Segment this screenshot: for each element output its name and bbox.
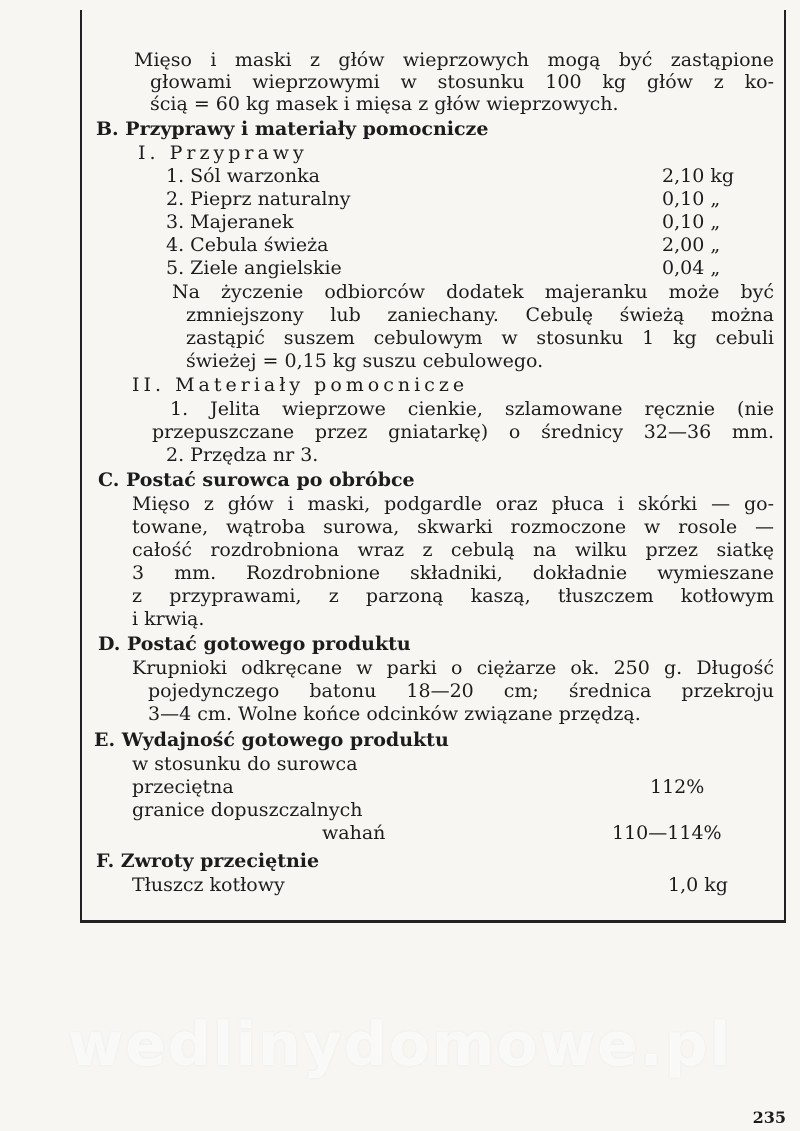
page-number: 235 <box>752 1108 786 1127</box>
section-f-title: F. Zwroty przeciętnie <box>96 850 320 872</box>
spice-label-3: 3. Majeranek <box>166 211 294 233</box>
section-e-line-1: w stosunku do surowca <box>132 753 358 775</box>
section-c-line-2: towane, wątroba surowa, skwarki rozmoczone w rosole — <box>132 516 774 538</box>
section-c-line-6: i krwią. <box>132 608 205 630</box>
range-value: 110—114% <box>612 822 722 844</box>
spice-value-3: 0,10 „ <box>662 211 721 233</box>
intro-line-2: głowami wieprzowymi w stosunku 100 kg głów z ko- <box>150 71 774 93</box>
intro-line-1: Mięso i maski z głów wieprzowych mogą być zastąpione <box>134 49 774 71</box>
section-e-title: E. Wydajność gotowego produktu <box>94 729 449 751</box>
spice-label-1: 1. Sól warzonka <box>166 165 320 187</box>
page-frame <box>80 10 786 923</box>
section-c-line-1: Mięso z głów i maski, podgardle oraz płuca i skórki — go- <box>132 493 774 515</box>
average-label: przeciętna <box>132 776 234 798</box>
section-d-line-2: pojedynczego batonu 18—20 cm; średnica przekroju <box>148 680 774 702</box>
section-b-sub-i: I. Przyprawy <box>138 142 308 164</box>
section-c-line-5: z przyprawami, z parzoną kaszą, tłuszczem kotłowym <box>132 585 774 607</box>
section-d-line-1: Krupnioki odkręcane w parki o ciężarze ok. 250 g. Długość <box>132 657 774 679</box>
section-c-line-4: 3 mm. Rozdrobnione składniki, dokładnie wymieszane <box>132 562 774 584</box>
spice-value-5: 0,04 „ <box>662 257 721 279</box>
note-line-1: Na życzenie odbiorców dodatek majeranku może być <box>172 281 774 303</box>
intro-line-3: ścią = 60 kg masek i mięsa z głów wieprzowych. <box>150 93 619 115</box>
returns-label: Tłuszcz kotłowy <box>132 874 285 896</box>
spice-value-1: 2,10 kg <box>662 165 735 187</box>
spice-label-2: 2. Pieprz naturalny <box>166 188 351 210</box>
average-value: 112% <box>650 776 705 798</box>
note-line-4: świeżej = 0,15 kg suszu cebulowego. <box>186 350 544 372</box>
section-d-title: D. Postać gotowego produktu <box>98 633 411 655</box>
material-line-1: 1. Jelita wieprzowe cienkie, szlamowane ręcznie (nie <box>170 398 774 420</box>
spice-label-5: 5. Ziele angielskie <box>166 257 342 279</box>
watermark-text: wedlinydomowe.pl <box>67 1010 733 1080</box>
spice-value-2: 0,10 „ <box>662 188 721 210</box>
range-label-1: granice dopuszczalnych <box>132 799 363 821</box>
range-label-2: wahań <box>322 822 386 844</box>
returns-value: 1,0 kg <box>668 874 728 896</box>
section-b-sub-ii: II. Materiały pomocnicze <box>132 374 469 396</box>
note-line-3: zastąpić suszem cebulowym w stosunku 1 kg cebuli <box>186 327 774 349</box>
section-c-title: C. Postać surowca po obróbce <box>98 469 415 491</box>
spice-label-4: 4. Cebula świeża <box>166 234 329 256</box>
material-line-3: 2. Przędza nr 3. <box>166 444 319 466</box>
section-b-title: B. Przyprawy i materiały pomocnicze <box>96 118 489 140</box>
section-d-line-3: 3—4 cm. Wolne końce odcinków związane przędzą. <box>148 703 641 725</box>
section-c-line-3: całość rozdrobniona wraz z cebulą na wilku przez siatkę <box>132 539 774 561</box>
material-line-2: przepuszczane przez gniatarkę) o średnicy 32—36 mm. <box>152 421 774 443</box>
note-line-2: zmniejszony lub zaniechany. Cebulę świeżą można <box>186 304 774 326</box>
spice-value-4: 2,00 „ <box>662 234 721 256</box>
